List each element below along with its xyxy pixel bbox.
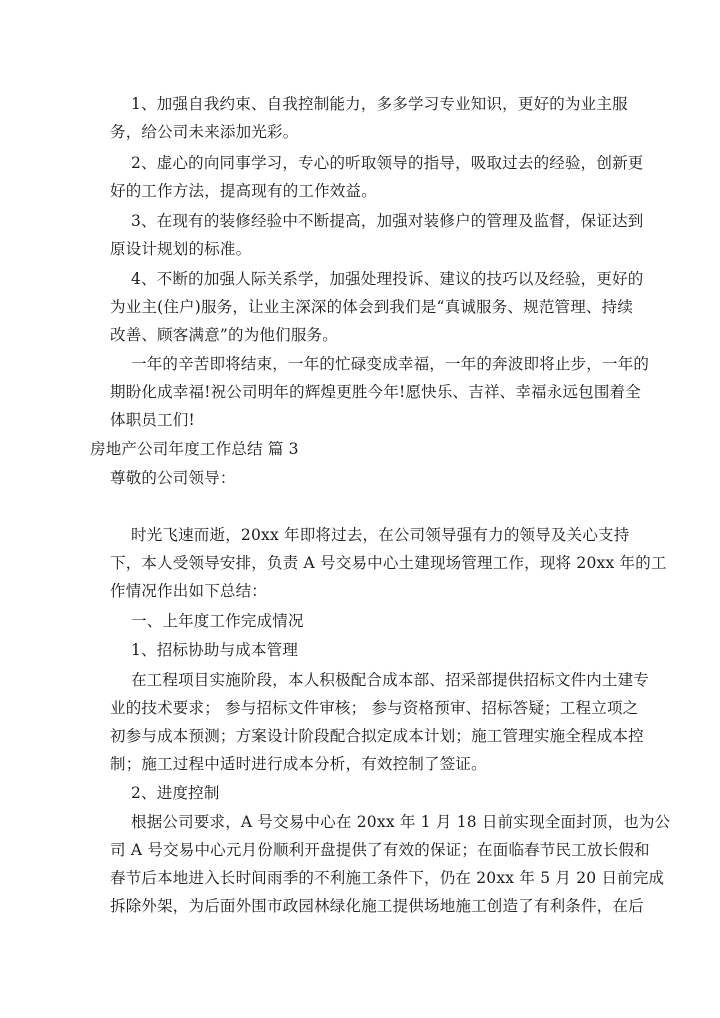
paragraph-line: 拆除外架，为后面外围市政园林绿化施工提供场地施工创造了有利条件，在后	[110, 897, 644, 915]
paragraph-line: 务，给公司未来添加光彩。	[110, 123, 299, 141]
paragraph-line: 改善、顾客满意”的为他们服务。	[110, 326, 338, 344]
section-title: 房地产公司年度工作总结 篇 3	[90, 440, 299, 458]
paragraph-line: 体职员工们!	[110, 411, 195, 429]
paragraph-line: 原设计规划的标准。	[110, 240, 252, 258]
paragraph-line: 1、加强自我约束、自我控制能力，多多学习专业知识，更好的为业主服	[131, 95, 628, 113]
paragraph-line: 期盼化成幸福!祝公司明年的辉煌更胜今年!愿快乐、吉祥、幸福永远包围着全	[110, 383, 641, 401]
paragraph-line: 好的工作方法，提高现有的工作效益。	[110, 182, 377, 200]
paragraph-line: 业的技术要求； 参与招标文件审核； 参与资格预审、招标答疑；工程立项之	[110, 699, 639, 717]
paragraph-line: 为业主(住户)服务，让业主深深的体会到我们是“真诚服务、规范管理、持续	[110, 298, 634, 316]
paragraph-line: 下，本人受领导安排，负责 A 号交易中心土建现场管理工作，现将 20xx 年的工	[110, 554, 667, 572]
paragraph-line: 司 A 号交易中心元月份顺利开盘提供了有效的保证；在面临春节民工放长假和	[110, 841, 650, 859]
paragraph-line: 制；施工过程中适时进行成本分析，有效控制了签证。	[110, 755, 487, 773]
salutation: 尊敬的公司领导：	[110, 469, 236, 487]
paragraph-line: 2、虚心的向同事学习，专心的听取领导的指导，吸取过去的经验，创新更	[131, 154, 644, 172]
paragraph-line: 时光飞速而逝，20xx 年即将过去，在公司领导强有力的领导及关心支持	[131, 526, 630, 544]
paragraph-line: 3、在现有的装修经验中不断提高，加强对装修户的管理及监督，保证达到	[131, 212, 644, 230]
subsection-heading: 2、进度控制	[131, 784, 220, 802]
paragraph-line: 春节后本地进入长时间雨季的不利施工条件下，仍在 20xx 年 5 月 20 日前完成	[110, 869, 665, 887]
paragraph-line: 4、不断的加强人际关系学，加强处理投诉、建议的技巧以及经验，更好的	[131, 270, 644, 288]
paragraph-line: 根据公司要求，A 号交易中心在 20xx 年 1 月 18 日前实现全面封顶，也为公	[131, 813, 671, 831]
subsection-heading: 1、招标协助与成本管理	[131, 641, 299, 659]
paragraph-line: 一年的辛苦即将结束，一年的忙碌变成幸福，一年的奔波即将止步，一年的	[131, 355, 650, 373]
paragraph-line: 初参与成本预测；方案设计阶段配合拟定成本计划；施工管理实施全程成本控	[110, 727, 644, 745]
paragraph-line: 在工程项目实施阶段，本人积极配合成本部、招采部提供招标文件内土建专	[131, 671, 650, 689]
subsection-heading: 一、上年度工作完成情况	[131, 612, 304, 630]
paragraph-line: 作情况作出如下总结：	[110, 582, 268, 600]
